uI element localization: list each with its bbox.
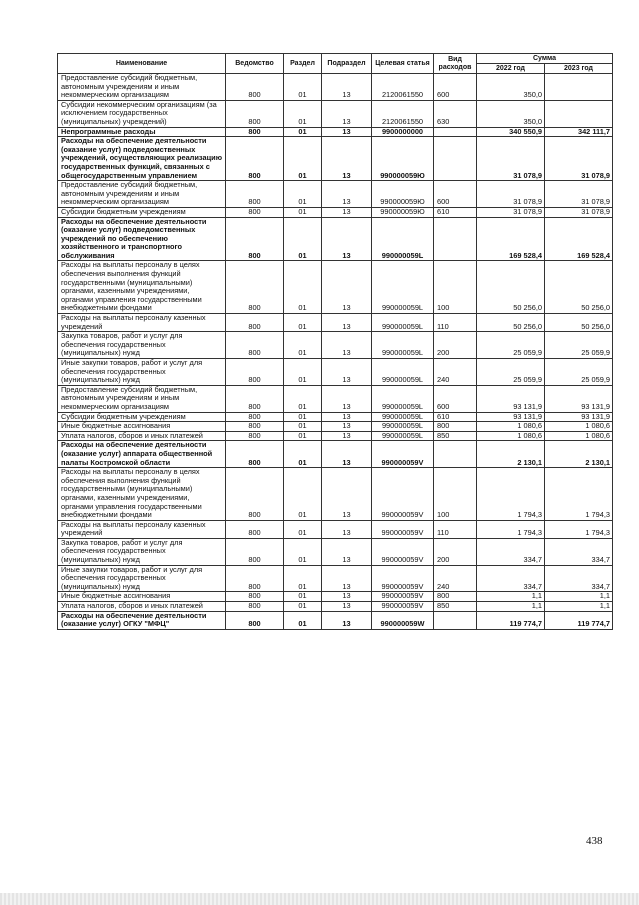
row-sum-2022: 1,1 (477, 592, 545, 602)
row-celevaya-statya: 990000059V (372, 592, 434, 602)
row-celevaya-statya: 990000059Ю (372, 207, 434, 217)
row-name: Расходы на выплаты персоналу казенных учреждений (58, 520, 226, 538)
row-vid-raskhodov: 610 (434, 412, 477, 422)
row-vedomstvo: 800 (226, 602, 284, 612)
row-razdel: 01 (284, 359, 322, 386)
row-name: Расходы на обеспечение деятельности (оказание услуг) ОГКУ "МФЦ" (58, 611, 226, 629)
row-vedomstvo: 800 (226, 412, 284, 422)
row-celevaya-statya: 9900000000 (372, 127, 434, 137)
row-celevaya-statya: 990000059W (372, 611, 434, 629)
row-celevaya-statya: 990000059L (372, 314, 434, 332)
table-row (58, 207, 613, 217)
row-celevaya-statya: 990000059L (372, 261, 434, 314)
row-podrazdel: 13 (322, 611, 372, 629)
table-row (58, 181, 613, 208)
row-vedomstvo: 800 (226, 468, 284, 521)
row-name: Расходы на обеспечение деятельности (оказание услуг) подведомственных учреждений по обеспечению хозяйственного и транспортного обслуживания (58, 217, 226, 261)
row-sum-2022: 350,0 (477, 74, 545, 101)
row-celevaya-statya: 990000059V (372, 602, 434, 612)
table-row (58, 412, 613, 422)
row-vid-raskhodov: 240 (434, 565, 477, 592)
row-celevaya-statya: 990000059L (372, 359, 434, 386)
row-name: Иные закупки товаров, работ и услуг для обеспечения государственных (муниципальных) нужд (58, 359, 226, 386)
row-vedomstvo: 800 (226, 520, 284, 538)
row-vedomstvo: 800 (226, 332, 284, 359)
row-razdel: 01 (284, 602, 322, 612)
row-vid-raskhodov: 630 (434, 100, 477, 127)
row-vid-raskhodov: 610 (434, 207, 477, 217)
row-vid-raskhodov (434, 127, 477, 137)
row-sum-2023: 2 130,1 (545, 441, 613, 468)
row-podrazdel: 13 (322, 538, 372, 565)
page-number: 438 (586, 835, 603, 847)
row-podrazdel: 13 (322, 181, 372, 208)
row-sum-2022: 50 256,0 (477, 314, 545, 332)
row-celevaya-statya: 990000059L (372, 412, 434, 422)
row-podrazdel: 13 (322, 137, 372, 181)
row-name: Расходы на обеспечение деятельности (оказание услуг) аппарата общественной палаты Костромской области (58, 441, 226, 468)
header-year-2022: 2022 год (477, 64, 545, 74)
row-podrazdel: 13 (322, 602, 372, 612)
row-sum-2022: 334,7 (477, 538, 545, 565)
row-podrazdel: 13 (322, 359, 372, 386)
row-name: Предоставление субсидий бюджетным, автономным учреждениям и иным некоммерческим организациям (58, 385, 226, 412)
row-vid-raskhodov (434, 137, 477, 181)
row-sum-2022: 93 131,9 (477, 412, 545, 422)
table-row (58, 592, 613, 602)
row-name: Закупка товаров, работ и услуг для обеспечения государственных (муниципальных) нужд (58, 538, 226, 565)
row-sum-2023: 1,1 (545, 602, 613, 612)
table-row (58, 422, 613, 432)
row-sum-2022: 31 078,9 (477, 137, 545, 181)
row-sum-2023: 1 080,6 (545, 431, 613, 441)
row-celevaya-statya: 990000059V (372, 538, 434, 565)
row-sum-2023: 31 078,9 (545, 207, 613, 217)
row-name: Иные бюджетные ассигнования (58, 422, 226, 432)
row-sum-2022: 1,1 (477, 602, 545, 612)
row-vedomstvo: 800 (226, 127, 284, 137)
row-sum-2023: 1 080,6 (545, 422, 613, 432)
table-row (58, 100, 613, 127)
row-vid-raskhodov: 200 (434, 332, 477, 359)
table-row (58, 520, 613, 538)
row-sum-2022: 1 080,6 (477, 422, 545, 432)
row-razdel: 01 (284, 137, 322, 181)
row-sum-2023: 119 774,7 (545, 611, 613, 629)
row-razdel: 01 (284, 217, 322, 261)
budget-table (57, 53, 613, 630)
row-vedomstvo: 800 (226, 261, 284, 314)
row-vedomstvo: 800 (226, 217, 284, 261)
row-vedomstvo: 800 (226, 74, 284, 101)
row-razdel: 01 (284, 261, 322, 314)
row-celevaya-statya: 990000059V (372, 520, 434, 538)
row-sum-2023: 1 794,3 (545, 520, 613, 538)
row-name: Субсидии некоммерческим организациям (за исключением государственных (муниципальных) учреждений) (58, 100, 226, 127)
header-podrazdel: Подраздел (322, 54, 372, 74)
row-vedomstvo: 800 (226, 565, 284, 592)
row-sum-2022: 340 550,9 (477, 127, 545, 137)
row-name: Субсидии бюджетным учреждениям (58, 412, 226, 422)
row-podrazdel: 13 (322, 565, 372, 592)
row-razdel: 01 (284, 74, 322, 101)
row-podrazdel: 13 (322, 520, 372, 538)
row-sum-2022: 2 130,1 (477, 441, 545, 468)
row-podrazdel: 13 (322, 592, 372, 602)
row-celevaya-statya: 990000059L (372, 217, 434, 261)
header-celevaya-statya: Целевая статья (372, 54, 434, 74)
header-year-2023: 2023 год (545, 64, 613, 74)
table-row (58, 261, 613, 314)
table-row (58, 332, 613, 359)
row-vid-raskhodov: 110 (434, 520, 477, 538)
row-vid-raskhodov: 100 (434, 261, 477, 314)
row-razdel: 01 (284, 592, 322, 602)
row-name: Закупка товаров, работ и услуг для обеспечения государственных (муниципальных) нужд (58, 332, 226, 359)
row-razdel: 01 (284, 412, 322, 422)
row-podrazdel: 13 (322, 385, 372, 412)
row-sum-2023: 169 528,4 (545, 217, 613, 261)
row-celevaya-statya: 2120061550 (372, 74, 434, 101)
header-summa: Сумма (477, 54, 613, 64)
row-podrazdel: 13 (322, 332, 372, 359)
row-podrazdel: 13 (322, 74, 372, 101)
row-vid-raskhodov: 110 (434, 314, 477, 332)
row-podrazdel: 13 (322, 207, 372, 217)
row-name: Уплата налогов, сборов и иных платежей (58, 602, 226, 612)
row-razdel: 01 (284, 127, 322, 137)
row-vid-raskhodov: 800 (434, 592, 477, 602)
row-vid-raskhodov: 240 (434, 359, 477, 386)
row-sum-2023: 1 794,3 (545, 468, 613, 521)
row-vid-raskhodov: 200 (434, 538, 477, 565)
row-sum-2022: 25 059,9 (477, 359, 545, 386)
row-podrazdel: 13 (322, 431, 372, 441)
row-vedomstvo: 800 (226, 385, 284, 412)
row-vid-raskhodov: 850 (434, 431, 477, 441)
row-vid-raskhodov: 600 (434, 385, 477, 412)
row-vedomstvo: 800 (226, 441, 284, 468)
table-row (58, 602, 613, 612)
row-name: Расходы на выплаты персоналу казенных учреждений (58, 314, 226, 332)
row-vedomstvo: 800 (226, 592, 284, 602)
row-sum-2022: 50 256,0 (477, 261, 545, 314)
row-celevaya-statya: 990000059L (372, 385, 434, 412)
row-vid-raskhodov (434, 441, 477, 468)
row-name: Расходы на выплаты персоналу в целях обеспечения выполнения функций государственными (муниципальными) органами, казенными учреждениями, органами управления государственными внебюджетными фондами (58, 468, 226, 521)
row-sum-2022: 25 059,9 (477, 332, 545, 359)
row-vid-raskhodov: 850 (434, 602, 477, 612)
row-vedomstvo: 800 (226, 181, 284, 208)
table-row (58, 611, 613, 629)
table-row (58, 74, 613, 101)
row-podrazdel: 13 (322, 441, 372, 468)
row-vid-raskhodov: 100 (434, 468, 477, 521)
row-razdel: 01 (284, 207, 322, 217)
row-sum-2022: 1 794,3 (477, 468, 545, 521)
row-podrazdel: 13 (322, 422, 372, 432)
row-razdel: 01 (284, 431, 322, 441)
row-name: Расходы на обеспечение деятельности (оказание услуг) подведомственных учреждений, осуществляющих реализацию государственных функций, связанных с общегосударственным управлением (58, 137, 226, 181)
row-sum-2022: 350,0 (477, 100, 545, 127)
row-sum-2023: 93 131,9 (545, 385, 613, 412)
row-name: Иные бюджетные ассигнования (58, 592, 226, 602)
table-row (58, 137, 613, 181)
row-vedomstvo: 800 (226, 359, 284, 386)
row-sum-2022: 334,7 (477, 565, 545, 592)
row-podrazdel: 13 (322, 314, 372, 332)
row-razdel: 01 (284, 422, 322, 432)
row-celevaya-statya: 990000059V (372, 468, 434, 521)
row-razdel: 01 (284, 520, 322, 538)
row-sum-2023: 93 131,9 (545, 412, 613, 422)
row-sum-2023: 25 059,9 (545, 332, 613, 359)
row-sum-2023: 25 059,9 (545, 359, 613, 386)
table-row (58, 468, 613, 521)
header-vid-raskhodov: Вид расходов (434, 54, 477, 74)
row-celevaya-statya: 990000059Ю (372, 137, 434, 181)
row-sum-2022: 1 794,3 (477, 520, 545, 538)
row-razdel: 01 (284, 100, 322, 127)
row-podrazdel: 13 (322, 217, 372, 261)
row-razdel: 01 (284, 565, 322, 592)
table-row (58, 314, 613, 332)
row-sum-2023: 31 078,9 (545, 137, 613, 181)
row-vid-raskhodov (434, 611, 477, 629)
row-sum-2022: 93 131,9 (477, 385, 545, 412)
row-vid-raskhodov: 600 (434, 181, 477, 208)
row-vedomstvo: 800 (226, 314, 284, 332)
row-celevaya-statya: 990000059Ю (372, 181, 434, 208)
row-sum-2023: 334,7 (545, 538, 613, 565)
header-name: Наименование (58, 54, 226, 74)
row-vid-raskhodov (434, 217, 477, 261)
table-row (58, 385, 613, 412)
row-podrazdel: 13 (322, 127, 372, 137)
header-razdel: Раздел (284, 54, 322, 74)
header-vedomstvo: Ведомство (226, 54, 284, 74)
row-sum-2023 (545, 100, 613, 127)
row-sum-2023: 1,1 (545, 592, 613, 602)
row-name: Расходы на выплаты персоналу в целях обеспечения выполнения функций государственными (муниципальными) органами, казенными учреждениями, органами управления государственными внебюджетными фондами (58, 261, 226, 314)
row-name: Предоставление субсидий бюджетным, автономным учреждениям и иным некоммерческим организациям (58, 74, 226, 101)
row-vid-raskhodov: 600 (434, 74, 477, 101)
table-row (58, 538, 613, 565)
row-razdel: 01 (284, 314, 322, 332)
table-body (58, 74, 613, 630)
table-row (58, 565, 613, 592)
row-sum-2022: 31 078,9 (477, 207, 545, 217)
row-sum-2023: 31 078,9 (545, 181, 613, 208)
row-vedomstvo: 800 (226, 538, 284, 565)
row-razdel: 01 (284, 611, 322, 629)
row-celevaya-statya: 990000059L (372, 422, 434, 432)
row-celevaya-statya: 990000059V (372, 565, 434, 592)
row-podrazdel: 13 (322, 412, 372, 422)
row-vedomstvo: 800 (226, 137, 284, 181)
row-sum-2023 (545, 74, 613, 101)
row-podrazdel: 13 (322, 468, 372, 521)
row-name: Уплата налогов, сборов и иных платежей (58, 431, 226, 441)
row-sum-2022: 119 774,7 (477, 611, 545, 629)
row-razdel: 01 (284, 332, 322, 359)
row-name: Непрограммные расходы (58, 127, 226, 137)
row-sum-2022: 1 080,6 (477, 431, 545, 441)
row-name: Субсидии бюджетным учреждениям (58, 207, 226, 217)
table-row (58, 217, 613, 261)
row-razdel: 01 (284, 538, 322, 565)
row-vedomstvo: 800 (226, 100, 284, 127)
row-vedomstvo: 800 (226, 207, 284, 217)
document-sheet (57, 53, 612, 630)
row-vedomstvo: 800 (226, 611, 284, 629)
row-vid-raskhodov: 800 (434, 422, 477, 432)
row-sum-2023: 50 256,0 (545, 314, 613, 332)
row-celevaya-statya: 990000059L (372, 431, 434, 441)
row-name: Предоставление субсидий бюджетным, автономным учреждениям и иным некоммерческим организациям (58, 181, 226, 208)
row-sum-2022: 31 078,9 (477, 181, 545, 208)
table-header (58, 54, 613, 74)
row-razdel: 01 (284, 468, 322, 521)
row-podrazdel: 13 (322, 261, 372, 314)
table-row (58, 359, 613, 386)
row-podrazdel: 13 (322, 100, 372, 127)
row-razdel: 01 (284, 385, 322, 412)
row-sum-2023: 334,7 (545, 565, 613, 592)
table-row (58, 127, 613, 137)
row-razdel: 01 (284, 441, 322, 468)
row-name: Иные закупки товаров, работ и услуг для обеспечения государственных (муниципальных) нужд (58, 565, 226, 592)
row-sum-2022: 169 528,4 (477, 217, 545, 261)
table-row (58, 441, 613, 468)
row-celevaya-statya: 990000059V (372, 441, 434, 468)
row-vedomstvo: 800 (226, 431, 284, 441)
row-razdel: 01 (284, 181, 322, 208)
row-celevaya-statya: 2120061550 (372, 100, 434, 127)
table-row (58, 431, 613, 441)
row-celevaya-statya: 990000059L (372, 332, 434, 359)
scan-bottom-strip (0, 893, 639, 905)
row-vedomstvo: 800 (226, 422, 284, 432)
row-sum-2023: 50 256,0 (545, 261, 613, 314)
row-sum-2023: 342 111,7 (545, 127, 613, 137)
